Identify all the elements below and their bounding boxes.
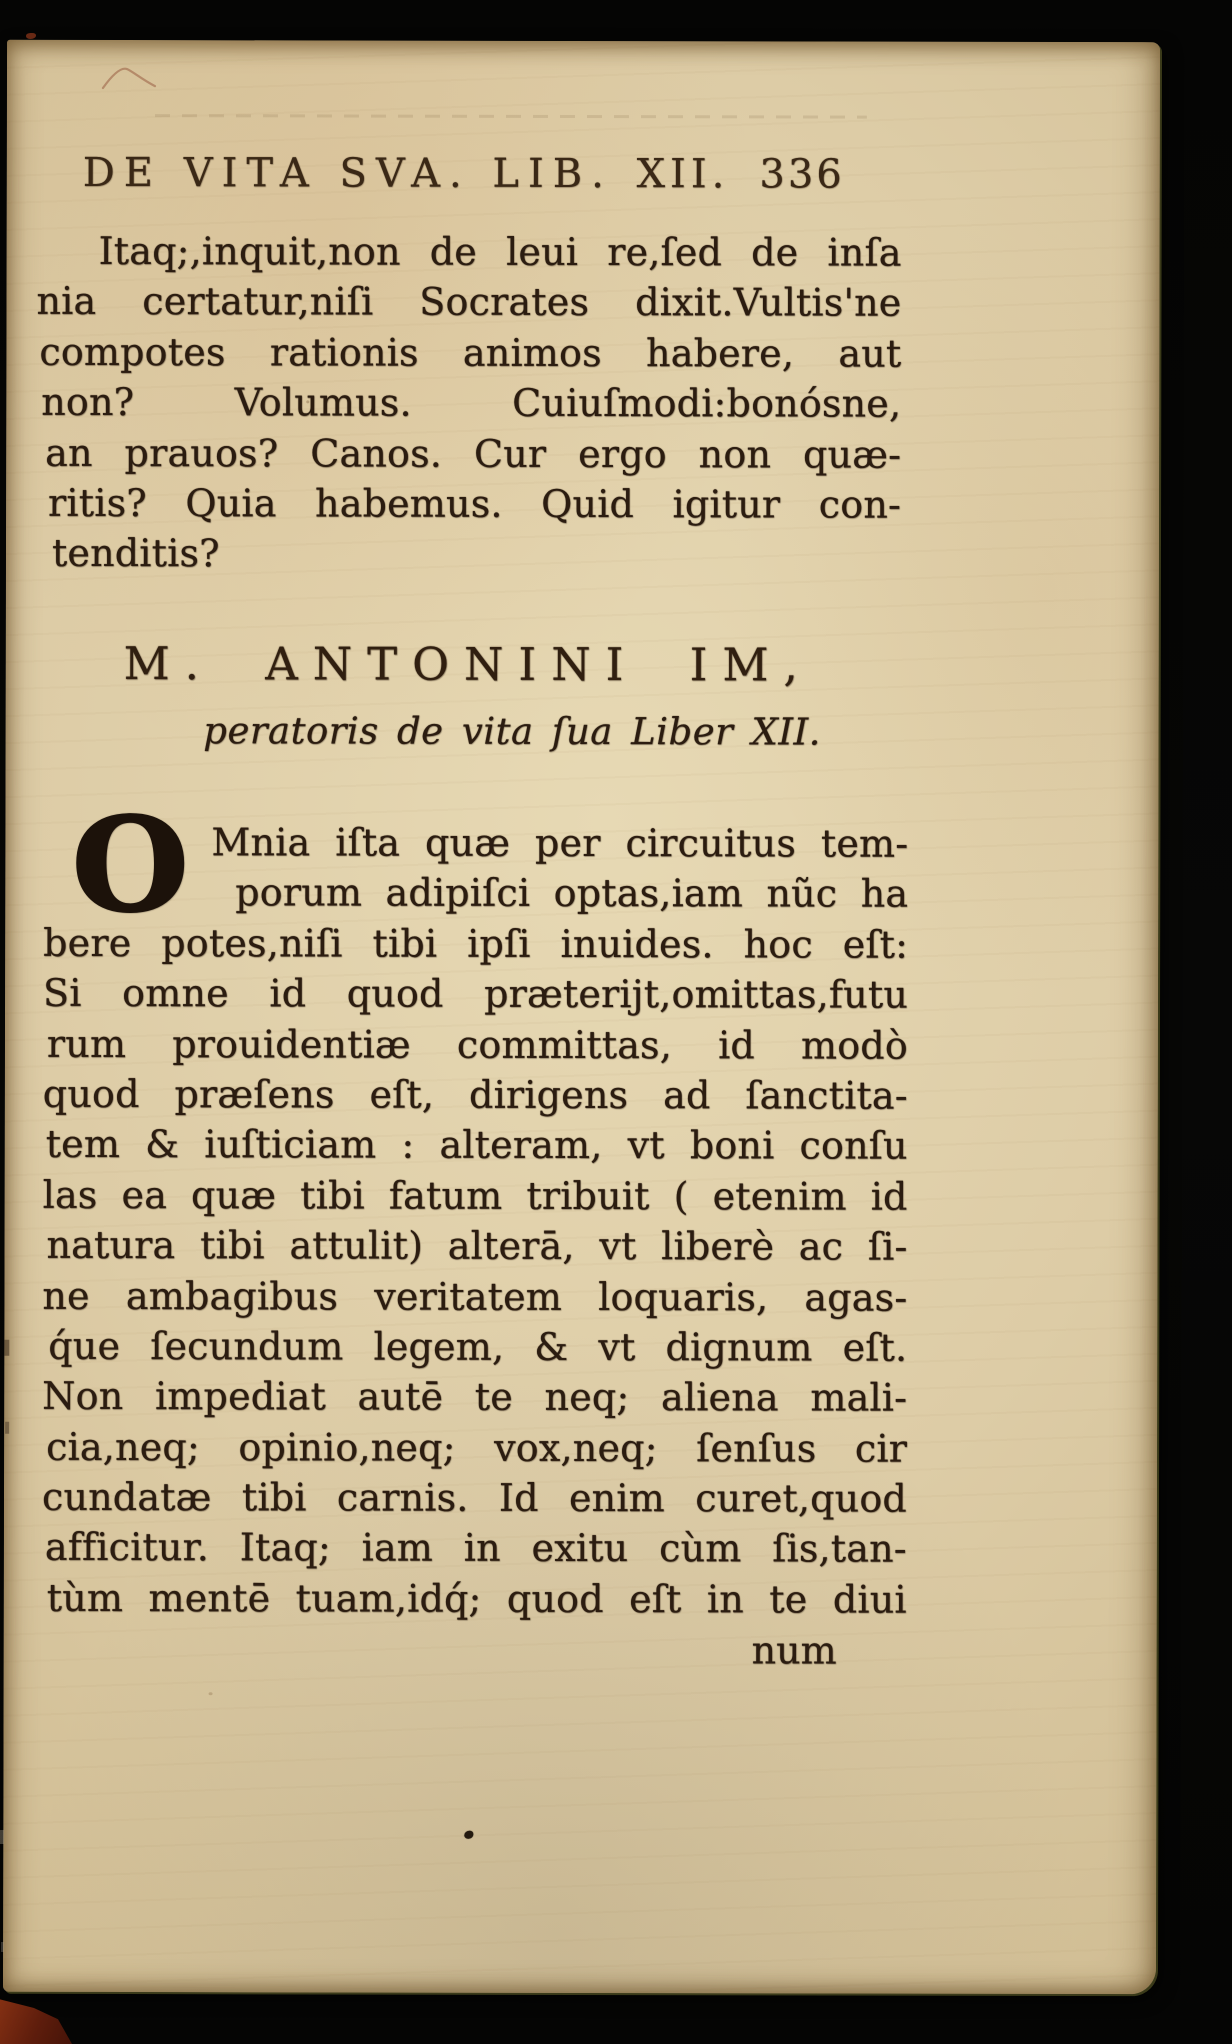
page-edge-mark [5, 1422, 9, 1434]
text-line: natura tibi attulit) alterā, vt liberè ac ſi- [46, 1223, 908, 1269]
text-line: compotes rationis animos habere, aut [39, 329, 902, 376]
text-line: tenditis? [51, 531, 220, 576]
running-header [83, 146, 845, 202]
text-line: Mnia iſta quæ per circuitus tem- [211, 820, 909, 866]
text-line: las ea quæ tibi fatum tribuit ( etenim id [42, 1172, 908, 1219]
book-page [3, 40, 1160, 1994]
page-edge-mark [4, 1340, 9, 1356]
pencil-squiggle-mark [99, 60, 171, 96]
text-line: Non impediat autē te neq; aliena mali- [42, 1374, 908, 1420]
scan-edge-mark [0, 1830, 4, 1844]
show-through-line [155, 114, 867, 118]
text-line: Si omne id quod præterijt,omittas,futu [43, 971, 909, 1017]
drop-cap-letter: O [70, 789, 190, 942]
text-line: rum prouidentiæ committas, id modò [46, 1021, 908, 1068]
paper-speck [209, 1692, 213, 1695]
text-line: porum adipiſci optas,iam nũc ha [235, 870, 909, 917]
text-line: Itaq;,inquit,non de leui re,ſed de inſa [98, 228, 902, 275]
intro-paragraph [36, 226, 902, 581]
text-line: cia,neq; opinio,neq; vox,neq; ſenſus cir [46, 1424, 908, 1471]
text-line: bere potes,niſi tibi ipſi inuides. hoc eſt: [43, 920, 909, 967]
text-line: afficitur. Itaq; iam in exitu cùm ſis,tan- [44, 1525, 907, 1572]
text-line: non? Volumus. Cuiuſmodi:bonósne, [41, 380, 902, 426]
text-line: nia certatur,niſi Socrates dixit.Vultis'ne [36, 279, 902, 326]
ink-spot [464, 1831, 473, 1839]
binding-speck [26, 33, 36, 39]
text-line: ne ambagibus veritatem loquaris, agas- [42, 1273, 908, 1320]
paper-speck [695, 946, 698, 949]
section-heading-italic: peratoris de vita ſua Liber XII. [203, 709, 821, 754]
chapter-paragraph [41, 789, 909, 1625]
scan-edge-mark [1, 1942, 4, 1952]
text-line: q́ue ſecundum legem, & vt dignum eſt. [48, 1323, 908, 1370]
folio-number: 336 [759, 151, 845, 198]
text-line: an prauos? Canos. Cur ergo non quæ- [45, 430, 902, 477]
running-header-title: DE VITA SVA. LIB. [82, 149, 613, 198]
running-header-book-number: XII. [636, 151, 730, 198]
text-line: quod præſens eſt, dirigens ad ſanctita- [42, 1071, 908, 1118]
text-line: tùm mentē tuam,idq́; quod eſt in te diui [46, 1575, 907, 1622]
text-line: ritis? Quia habemus. Quid igitur con- [48, 480, 902, 527]
section-heading-caps: M. ANTONINI IM, [123, 637, 813, 692]
text-line: cundatæ tibi carnis. Id enim curet,quod [41, 1474, 908, 1521]
text-line: tem & iuſticiam : alteram, vt boni conſu [45, 1122, 908, 1169]
catchword: num [751, 1628, 837, 1673]
paper-speck [306, 400, 309, 403]
